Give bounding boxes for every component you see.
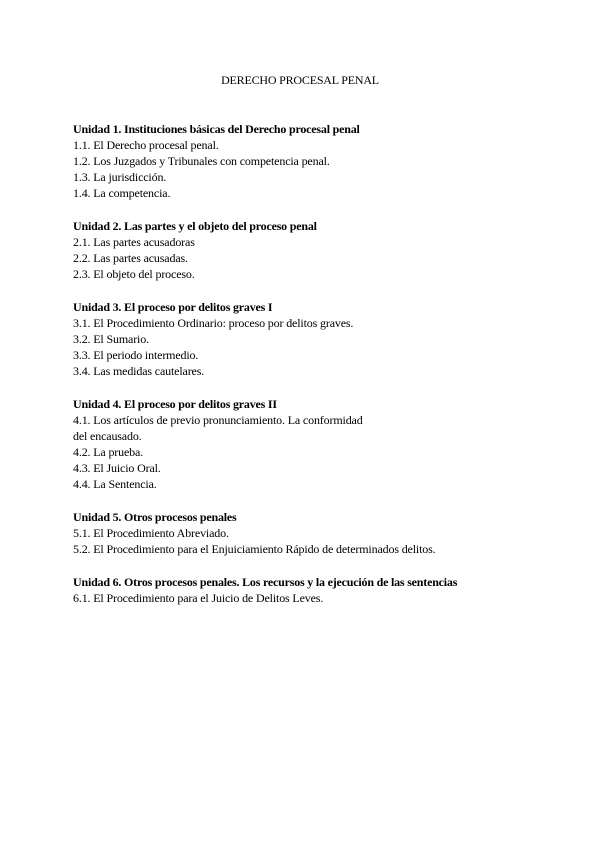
unit-items: [73, 234, 573, 282]
unit-title: Unidad 5. Otros procesos penales: [73, 510, 237, 524]
unit-items: [73, 137, 573, 201]
unit-item: 2.3. El objeto del proceso.: [73, 267, 195, 281]
unit-item: 3.1. El Procedimiento Ordinario: proceso por delitos graves.: [73, 316, 354, 330]
unit-items: [73, 525, 573, 557]
unit-title: Unidad 3. El proceso por delitos graves I: [73, 300, 273, 314]
unit-section: [73, 299, 573, 379]
document-title: DERECHO PROCESAL PENAL: [221, 73, 379, 87]
unit-item: 3.2. El Sumario.: [73, 332, 149, 346]
unit-item: 1.4. La competencia.: [73, 186, 171, 200]
unit-section: [73, 121, 573, 201]
unit-section: [73, 396, 573, 492]
unit-item: 6.1. El Procedimiento para el Juicio de Delitos Leves.: [73, 591, 324, 605]
unit-title: Unidad 4. El proceso por delitos graves II: [73, 397, 277, 411]
unit-section: [73, 218, 573, 282]
unit-items: [73, 412, 573, 492]
units-list: [73, 121, 573, 623]
unit-section: [73, 574, 573, 606]
unit-item: 5.2. El Procedimiento para el Enjuiciamiento Rápido de determinados delitos.: [73, 542, 436, 556]
unit-item: 1.1. El Derecho procesal penal.: [73, 138, 219, 152]
unit-item: 1.3. La jurisdicción.: [73, 170, 167, 184]
unit-item: 4.4. La Sentencia.: [73, 477, 157, 491]
unit-item: 2.2. Las partes acusadas.: [73, 251, 188, 265]
unit-item: 4.3. El Juicio Oral.: [73, 461, 161, 475]
unit-items: [73, 315, 573, 379]
unit-item: 2.1. Las partes acusadoras: [73, 235, 195, 249]
unit-item: 4.2. La prueba.: [73, 445, 144, 459]
unit-item: 3.3. El periodo intermedio.: [73, 348, 199, 362]
unit-items: [73, 590, 573, 606]
unit-title: Unidad 6. Otros procesos penales. Los recursos y la ejecución de las sentencias: [73, 575, 458, 589]
unit-item: 5.1. El Procedimiento Abreviado.: [73, 526, 229, 540]
unit-title: Unidad 2. Las partes y el objeto del proceso penal: [73, 219, 317, 233]
unit-title: Unidad 1. Instituciones básicas del Derecho procesal penal: [73, 122, 360, 136]
unit-item: 3.4. Las medidas cautelares.: [73, 364, 205, 378]
unit-section: [73, 509, 573, 557]
unit-item: 4.1. Los artículos de previo pronunciamiento. La conformidad del encausado.: [73, 413, 363, 443]
unit-item: 1.2. Los Juzgados y Tribunales con competencia penal.: [73, 154, 330, 168]
